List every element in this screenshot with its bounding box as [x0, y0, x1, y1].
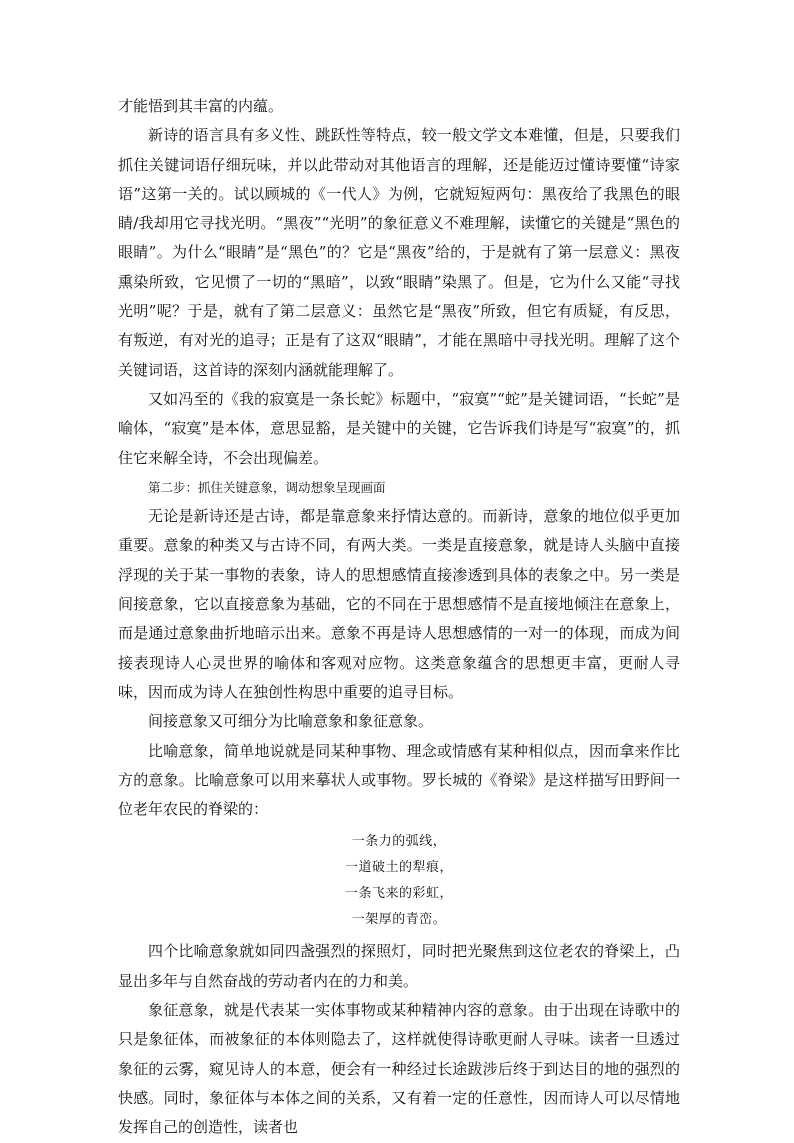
paragraph-key-words: 新诗的语言具有多义性、跳跃性等特点，较一般文学文本难懂，但是，只要我们抓住关键词语仔细玩味，并以此带动对其他语言的理解，还是能迈过懂诗要懂“诗家语”这第一关的。试以顾城的《一代人》为例，它就短短两句：黑夜给了我黑色的眼睛/我却用它寻找光明。“黑夜”“光明”的象征意义不难理解，读懂它的关键是“黑色的眼睛”。为什么“眼睛”是“黑色”的？它是“黑夜”给的，于是就有了第一层意义：黑夜熏染所致，它见惯了一切的“黑暗”，以致“眼睛”染黑了。但是，它为什么又能“寻找光明”呢？于是，就有了第二层意义：虽然它是“黑夜”所致，但它有质疑，有反思，有叛逆，有对光的追寻；正是有了这双“眼睛”，才能在黑暗中寻找光明。理解了这个关键词语，这首诗的深刻内涵就能理解了。 — [118, 126, 680, 379]
document-page — [118, 92, 680, 1143]
poem-excerpt — [118, 829, 680, 933]
paragraph-feng-zhi-example: 又如冯至的《我的寂寞是一条长蛇》标题中，“寂寞”“蛇”是关键词语，“长蛇”是喻体，“寂寞”是本体，意思显豁，是关键中的关键，它告诉我们诗是写“寂寞”的，抓住它来解全诗，不会出现偏差。 — [118, 389, 680, 467]
step-two-heading: 第二步：抓住关键意象，调动想象呈现画面 — [148, 479, 386, 495]
paragraph-indirect-imagery: 间接意象又可细分为比喻意象和象征意象。 — [148, 712, 434, 731]
poem-line: 一条飞来的彩虹， — [344, 886, 453, 902]
paragraph-imagery: 无论是新诗还是古诗，都是靠意象来抒情达意的。而新诗，意象的地位似乎更加重要。意象的种类又与古诗不同，有两大类。一类是直接意象，就是诗人头脑中直接浮现的关于某一事物的表象，诗人的思想感情直接渗透到具体的表象之中。另一类是间接意象，它以直接意象为基础，它的不同在于思想感情不是直接地倾注在意象上，而是通过意象曲折地暗示出来。意象不再是诗人思想感情的一对一的体现，而成为间接表现诗人心灵世界的喻体和客观对应物。这类意象蕴含的思想更丰富，更耐人寻味，因而成为诗人在独创性构思中重要的追寻目标。 — [118, 507, 680, 701]
poem-line: 一架厚的青峦。 — [351, 912, 447, 928]
paragraph-metaphor-imagery: 比喻意象，简单地说就是同某种事物、理念或情感有某种相似点，因而拿来作比方的意象。比喻意象可以用来摹状人或事物。罗长城的《脊梁》是这样描写田野间一位老年农民的脊梁的： — [118, 741, 680, 819]
paragraph-continued: 才能悟到其丰富的内蕴。 — [118, 97, 284, 115]
paragraph-poem-analysis: 四个比喻意象就如同四盏强烈的探照灯，同时把光聚焦到这位老农的脊梁上，凸显出多年与自然奋战的劳动者内在的力和美。 — [118, 942, 680, 990]
paragraph-symbol-imagery: 象征意象，就是代表某一实体事物或某种精神内容的意象。由于出现在诗歌中的只是象征体，而被象征的本体则隐去了，这样就使得诗歌更耐人寻味。读者一旦透过象征的云雾，窥见诗人的本意，便会有一种经过长途跋涉后终于到达目的地的强烈的快感。同时，象征体与本体之间的关系，又有着一定的任意性，因而诗人可以尽情地发挥自己的创造性，读者也 — [118, 1001, 680, 1137]
poem-line: 一道破土的犁痕， — [344, 860, 453, 876]
poem-line: 一条力的弧线， — [351, 834, 447, 850]
